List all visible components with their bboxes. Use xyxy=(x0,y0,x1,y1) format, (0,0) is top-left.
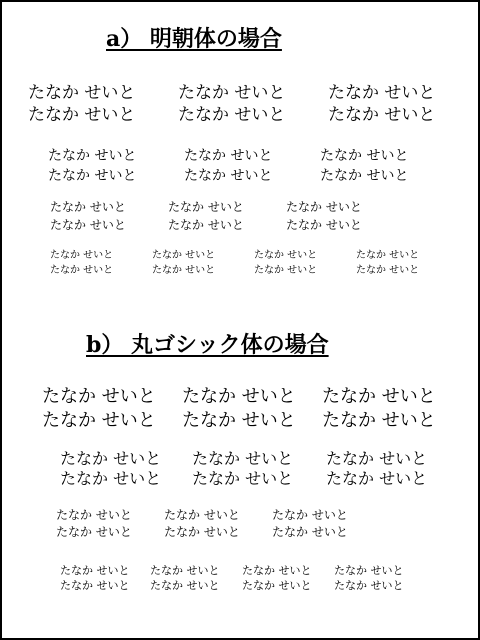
name-sample: たなか せいと xyxy=(322,410,436,431)
name-sample: たなか せいと xyxy=(50,218,126,232)
name-sample: たなか せいと xyxy=(152,250,216,261)
name-sample: たなか せいと xyxy=(334,564,404,577)
name-sample: たなか せいと xyxy=(152,265,216,276)
name-sample: たなか せいと xyxy=(56,508,132,522)
mincho-row xyxy=(2,145,478,165)
name-sample: たなか せいと xyxy=(60,469,162,488)
name-sample: たなか せいと xyxy=(178,83,286,103)
mincho-row xyxy=(2,261,478,276)
name-sample: たなか せいと xyxy=(28,105,136,125)
gothic-row xyxy=(2,562,478,577)
name-sample: たなか せいと xyxy=(326,469,428,488)
gothic-row xyxy=(2,446,478,466)
name-sample: たなか せいと xyxy=(320,148,409,164)
name-sample: たなか せいと xyxy=(192,469,294,488)
name-sample: たなか せいと xyxy=(286,200,362,214)
name-sample: たなか せいと xyxy=(254,265,318,276)
name-sample: たなか せいと xyxy=(50,250,114,261)
name-sample: たなか せいと xyxy=(60,579,130,592)
name-sample: たなか せいと xyxy=(42,410,156,431)
name-sample: たなか せいと xyxy=(356,250,420,261)
gothic-group-4 xyxy=(2,562,478,592)
section-b-heading: b） 丸ゴシック体の場合 xyxy=(86,332,329,358)
name-sample: たなか せいと xyxy=(254,250,318,261)
name-sample: たなか せいと xyxy=(184,148,273,164)
section-a-heading: a） 明朝体の場合 xyxy=(106,26,282,52)
name-sample: たなか せいと xyxy=(184,168,273,184)
name-sample: たなか せいと xyxy=(328,105,436,125)
name-sample: たなか せいと xyxy=(272,525,348,539)
gothic-row xyxy=(2,523,478,540)
mincho-group-3 xyxy=(2,198,478,234)
name-sample: たなか せいと xyxy=(168,200,244,214)
name-sample: たなか せいと xyxy=(168,218,244,232)
name-sample: たなか せいと xyxy=(320,168,409,184)
name-sample: たなか せいと xyxy=(192,449,294,468)
name-sample: たなか せいと xyxy=(60,449,162,468)
name-sample: たなか せいと xyxy=(322,386,436,407)
name-sample: たなか せいと xyxy=(182,410,296,431)
name-sample: たなか せいと xyxy=(182,386,296,407)
name-sample: たなか せいと xyxy=(150,564,220,577)
gothic-row xyxy=(2,577,478,592)
name-sample: たなか せいと xyxy=(164,508,240,522)
name-sample: たなか せいと xyxy=(48,148,137,164)
name-sample: たなか せいと xyxy=(50,265,114,276)
mincho-row xyxy=(2,100,478,125)
name-sample: たなか せいと xyxy=(48,168,137,184)
name-sample: たなか せいと xyxy=(356,265,420,276)
name-sample: たなか せいと xyxy=(164,525,240,539)
name-sample: たなか せいと xyxy=(326,449,428,468)
gothic-group-2 xyxy=(2,446,478,486)
gothic-row xyxy=(2,406,478,430)
mincho-row xyxy=(2,165,478,185)
mincho-group-1 xyxy=(2,78,478,125)
name-sample: たなか せいと xyxy=(272,508,348,522)
name-sample: たなか せいと xyxy=(242,579,312,592)
name-sample: たなか せいと xyxy=(50,200,126,214)
name-sample: たなか せいと xyxy=(60,564,130,577)
name-sample: たなか せいと xyxy=(286,218,362,232)
mincho-group-4 xyxy=(2,246,478,276)
name-sample: たなか せいと xyxy=(42,386,156,407)
name-sample: たなか せいと xyxy=(242,564,312,577)
name-sample: たなか せいと xyxy=(178,105,286,125)
name-sample: たなか せいと xyxy=(28,83,136,103)
mincho-row xyxy=(2,78,478,103)
mincho-row xyxy=(2,246,478,261)
name-sample: たなか せいと xyxy=(334,579,404,592)
name-sample: たなか せいと xyxy=(328,83,436,103)
gothic-group-1 xyxy=(2,382,478,430)
gothic-group-3 xyxy=(2,506,478,540)
gothic-row xyxy=(2,382,478,406)
name-sample: たなか せいと xyxy=(150,579,220,592)
name-sample: たなか せいと xyxy=(56,525,132,539)
mincho-row xyxy=(2,198,478,216)
mincho-row xyxy=(2,216,478,234)
gothic-row xyxy=(2,506,478,523)
mincho-group-2 xyxy=(2,145,478,185)
gothic-row xyxy=(2,466,478,486)
